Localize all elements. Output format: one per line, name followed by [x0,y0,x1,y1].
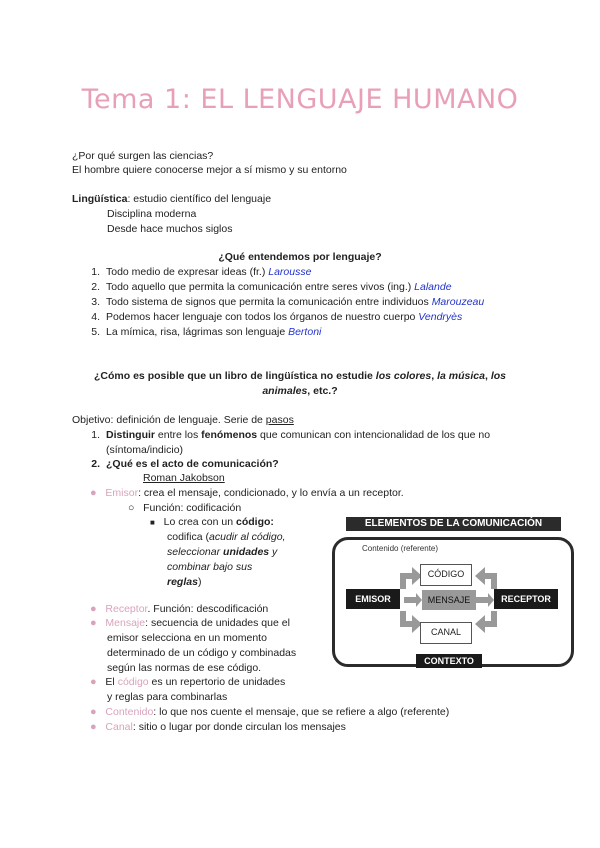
lenguaje-item-2 [84,281,452,293]
codigo-line-bold-italic: unidades [223,546,270,558]
author-jakobson: Roman Jakobson [143,472,225,484]
libro-text: ¿Cómo es posible que un libro de lingüística no estudie [94,370,376,382]
diagram-referent: Contenido (referente) [362,544,439,553]
codigo-text: es un repertorio de unidades [148,676,286,688]
list-text: Todo sistema de signos que permita la comunicación entre individuos [106,296,432,308]
codigo-line-italic: combinar bajo sus [167,561,253,573]
page-title: Tema 1: EL LENGUAJE HUMANO [81,84,519,115]
contenido-text: : lo que nos cuente el mensaje, que se refiere a algo (referente) [153,706,450,718]
receptor-box: RECEPTOR [494,589,558,609]
bullet-icon: ● [90,617,97,629]
arrow-icon [475,567,497,589]
mensaje-text: : secuencia de unidades que el [145,617,290,629]
codigo-line-bold-italic: reglas [167,576,198,588]
libro-sep: , [431,370,438,382]
emisor-codigo-line3 [167,546,277,558]
emisor-codigo-line2 [167,531,285,543]
mensaje-box: MENSAJE [422,590,476,610]
square-bullet-icon: ■ [150,518,155,527]
emisor-item [90,487,404,499]
objetivo [72,414,294,426]
libro-italic: la música [437,370,485,382]
linguistica-line2: Disciplina moderna [107,208,197,220]
lenguaje-item-1 [84,266,311,278]
emisor-codigo-line4 [167,561,252,573]
emisor-funcion [128,502,241,514]
arrow-icon [400,611,422,633]
lenguaje-heading: ¿Qué entendemos por lenguaje? [218,251,382,263]
author-name: Larousse [268,266,312,278]
intro-question: ¿Por qué surgen las ciencias? [72,150,214,162]
list-number: 2. [91,458,100,470]
lenguaje-item-4 [84,311,462,323]
arrow-icon [400,567,422,589]
mensaje-line2: emisor selecciona en un momento [107,632,267,644]
receptor-text: . Función: descodificación [147,603,269,615]
codigo-line-text: codifica ( [167,531,210,543]
canal-item [90,721,346,733]
bullet-icon: ● [90,676,97,688]
codigo-pre: Lo crea con un [163,516,236,528]
emisor-box: EMISOR [346,589,400,609]
libro-italic: los [490,370,506,382]
receptor-item [90,603,268,615]
codigo-line-italic: acudir al código, [209,531,286,543]
libro-question-line1 [0,370,600,382]
lenguaje-item-5 [84,326,321,338]
contenido-item [90,706,449,718]
list-number: 3. [91,296,100,308]
mensaje-line4: según las normas de ese código. [107,662,262,674]
lenguaje-item-3 [84,296,484,308]
codigo-term: código [117,676,149,688]
canal-term: Canal [105,721,133,733]
list-number: 2. [91,281,100,293]
arrow-icon [475,611,497,633]
canal-box: CANAL [420,622,472,644]
emisor-codigo-line5 [167,576,201,588]
list-text: Todo medio de expresar ideas (fr.) [106,266,269,278]
intro-answer: El hombre quiere conocerse mejor a sí mismo y su entorno [72,164,347,176]
receptor-term: Receptor [105,603,148,615]
mensaje-term: Mensaje [105,617,146,629]
linguistica-term: Lingüística [72,193,128,205]
codigo-line-text: ) [197,576,202,588]
mensaje-line3: determinado de un código y combinadas [107,647,297,659]
contexto-box: CONTEXTO [416,654,482,668]
contenido-term: Contenido [105,706,154,718]
emisor-codigo-line1 [150,516,274,528]
list-number: 4. [91,311,100,323]
objetivo-step-1 [84,429,490,441]
bullet-icon: ● [90,487,97,499]
bullet-icon: ● [90,603,97,615]
codigo-pre: El [105,676,118,688]
diagram-title: ELEMENTOS DE LA COMUNICACIÓN [346,517,561,531]
funcion-text: Función: codificación [143,502,242,514]
author-name: Bertoni [288,326,322,338]
objetivo-step-2 [84,458,279,470]
libro-italic: los colores [375,370,432,382]
codigo-bold: código: [236,516,274,528]
list-text: La mímica, risa, lágrimas son lenguaje [106,326,289,338]
linguistica-def-text: : estudio científico del lenguaje [127,193,272,205]
step-bold: fenómenos [201,429,258,441]
arrow-icon [476,593,494,607]
author-name: Marouzeau [431,296,485,308]
codigo-item [90,676,285,688]
objetivo-step-1-cont: (síntoma/indicio) [106,444,184,456]
step-text: entre los [155,429,202,441]
emisor-term: Emisor [105,487,139,499]
canal-text: : sitio o lugar por donde circulan los mensajes [132,721,346,733]
libro-italic: animales [262,385,308,397]
step-text: ¿Qué es el acto de comunicación? [106,458,279,470]
step-text: que comunican con intencionalidad de los que no [257,429,491,441]
codigo-box: CÓDIGO [420,564,472,586]
bullet-icon: ● [90,706,97,718]
list-text: Todo aquello que permita la comunicación entre seres vivos (ing.) [106,281,415,293]
list-text: Podemos hacer lenguaje con todos los órganos de nuestro cuerpo [106,311,419,323]
libro-end: , etc.? [307,385,338,397]
codigo-line2: y reglas para combinarlas [107,691,228,703]
libro-sep: , [484,370,491,382]
communication-diagram [332,517,574,673]
objetivo-text: Objetivo: definición de lenguaje. Serie de [72,414,266,426]
objetivo-underlined: pasos [265,414,294,426]
author-name: Vendryès [418,311,463,323]
linguistica-definition [72,193,271,205]
codigo-line-italic: y [269,546,278,558]
linguistica-line3: Desde hace muchos siglos [107,223,233,235]
bullet-icon: ● [90,721,97,733]
emisor-text: : crea el mensaje, condicionado, y lo envía a un receptor. [138,487,404,499]
list-number: 5. [91,326,100,338]
mensaje-item [90,617,290,629]
author-name: Lalande [414,281,452,293]
libro-question-line2 [0,385,600,397]
arrow-icon [404,593,422,607]
list-number: 1. [91,266,100,278]
step-bold: Distinguir [106,429,155,441]
list-number: 1. [91,429,100,441]
circle-bullet-icon: ○ [128,502,135,514]
codigo-line-italic: seleccionar [167,546,224,558]
